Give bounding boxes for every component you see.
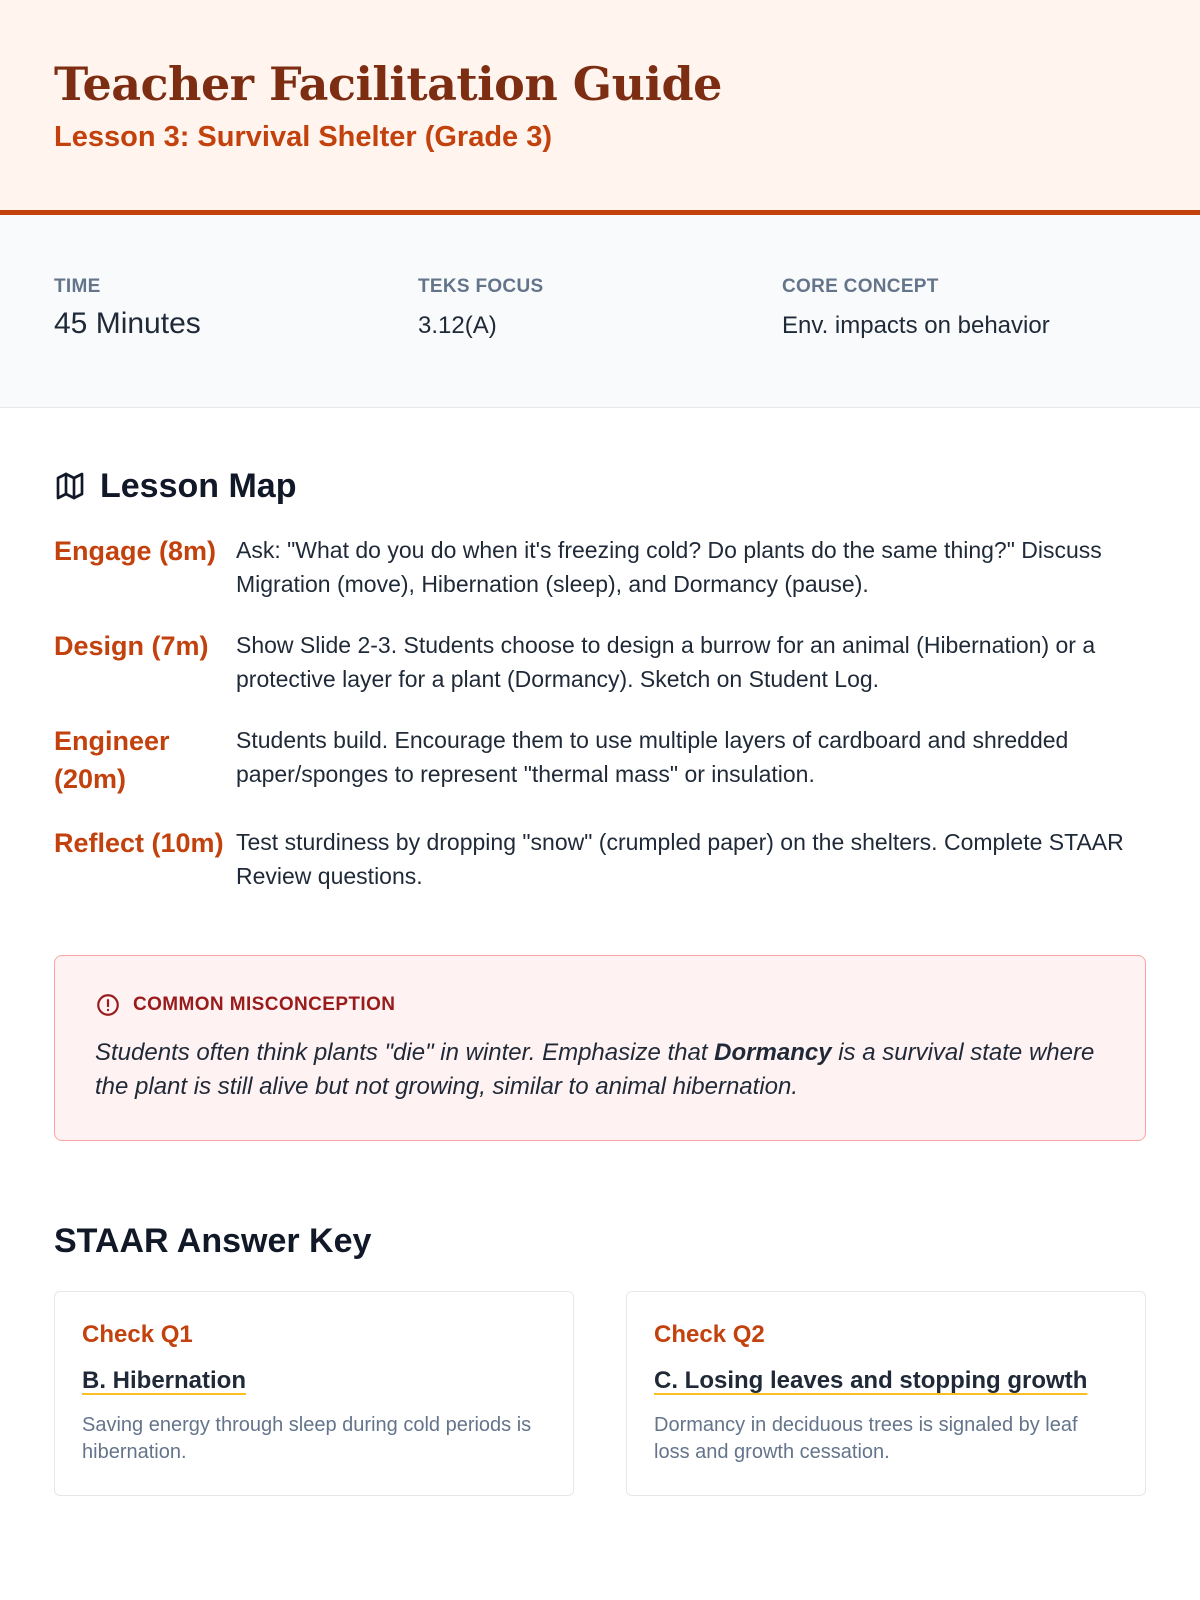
meta-concept xyxy=(782,275,1146,407)
meta-label: TIME xyxy=(54,276,101,297)
check-label: Check Q2 xyxy=(654,1321,765,1348)
lesson-map-row xyxy=(54,532,1146,601)
answer-key-section xyxy=(0,1141,1200,1496)
phase-label: Engage (8m) xyxy=(54,536,217,566)
phase-description: Ask: "What do you do when it's freezing cold? Do plants do the same thing?" Discuss Migration (move), Hibernation (sleep), and Dormancy (pause). xyxy=(236,537,1102,597)
answer-card xyxy=(54,1291,574,1496)
phase-description: Students build. Encourage them to use multiple layers of cardboard and shredded paper/sponges to represent "thermal mass" or insulation. xyxy=(236,727,1069,787)
page-title: Teacher Facilitation Guide xyxy=(54,57,722,111)
answer-explanation: Dormancy in deciduous trees is signaled by leaf loss and growth cessation. xyxy=(654,1414,1078,1463)
misconception-text-start: Students often think plants "die" in winter. Emphasize that xyxy=(95,1039,715,1066)
phase-description: Test sturdiness by dropping "snow" (crumpled paper) on the shelters. Complete STAAR Review questions. xyxy=(236,829,1124,889)
lesson-map-row xyxy=(54,824,1146,893)
meta-teks xyxy=(418,275,782,407)
lesson-subtitle: Lesson 3: Survival Shelter (Grade 3) xyxy=(54,121,553,153)
misconception-keyword: Dormancy xyxy=(714,1039,832,1066)
phase-label: Engineer (20m) xyxy=(54,726,170,794)
misconception-heading-text: COMMON MISCONCEPTION xyxy=(133,994,396,1015)
answer-card xyxy=(626,1291,1146,1496)
meta-value: Env. impacts on behavior xyxy=(782,312,1050,339)
phase-description: Show Slide 2-3. Students choose to design a burrow for an animal (Hibernation) or a protective layer for a plant (Dormancy). Sketch on Student Log. xyxy=(236,632,1096,692)
phase-label: Reflect (10m) xyxy=(54,828,224,858)
misconception-text xyxy=(95,1036,1105,1104)
lesson-map-title xyxy=(54,466,1146,506)
meta-label: TEKS FOCUS xyxy=(418,276,544,297)
meta-value: 3.12(A) xyxy=(418,312,497,339)
phase-label: Design (7m) xyxy=(54,631,209,661)
lesson-meta xyxy=(0,215,1200,408)
lesson-map-title-text: Lesson Map xyxy=(100,467,297,505)
misconception-heading xyxy=(95,992,1105,1018)
lesson-map-section xyxy=(0,408,1200,893)
map-icon xyxy=(54,470,86,502)
lesson-map-row xyxy=(54,627,1146,696)
answer-explanation: Saving energy through sleep during cold periods is hibernation. xyxy=(82,1414,532,1463)
answer-key-title: STAAR Answer Key xyxy=(54,1222,372,1260)
meta-time xyxy=(54,275,418,407)
meta-label: CORE CONCEPT xyxy=(782,276,939,297)
page-header xyxy=(0,0,1200,215)
correct-answer: C. Losing leaves and stopping growth xyxy=(654,1367,1088,1394)
alert-circle-icon xyxy=(95,992,121,1018)
check-label: Check Q1 xyxy=(82,1321,193,1348)
misconception-callout xyxy=(54,955,1146,1141)
lesson-map-row xyxy=(54,722,1146,798)
answer-cards xyxy=(54,1291,1146,1496)
misconception-text-end: is a survival state where the plant is still alive but not growing, similar to animal hibernation. xyxy=(95,1039,1095,1100)
correct-answer: B. Hibernation xyxy=(82,1367,247,1394)
meta-value: 45 Minutes xyxy=(54,307,201,340)
